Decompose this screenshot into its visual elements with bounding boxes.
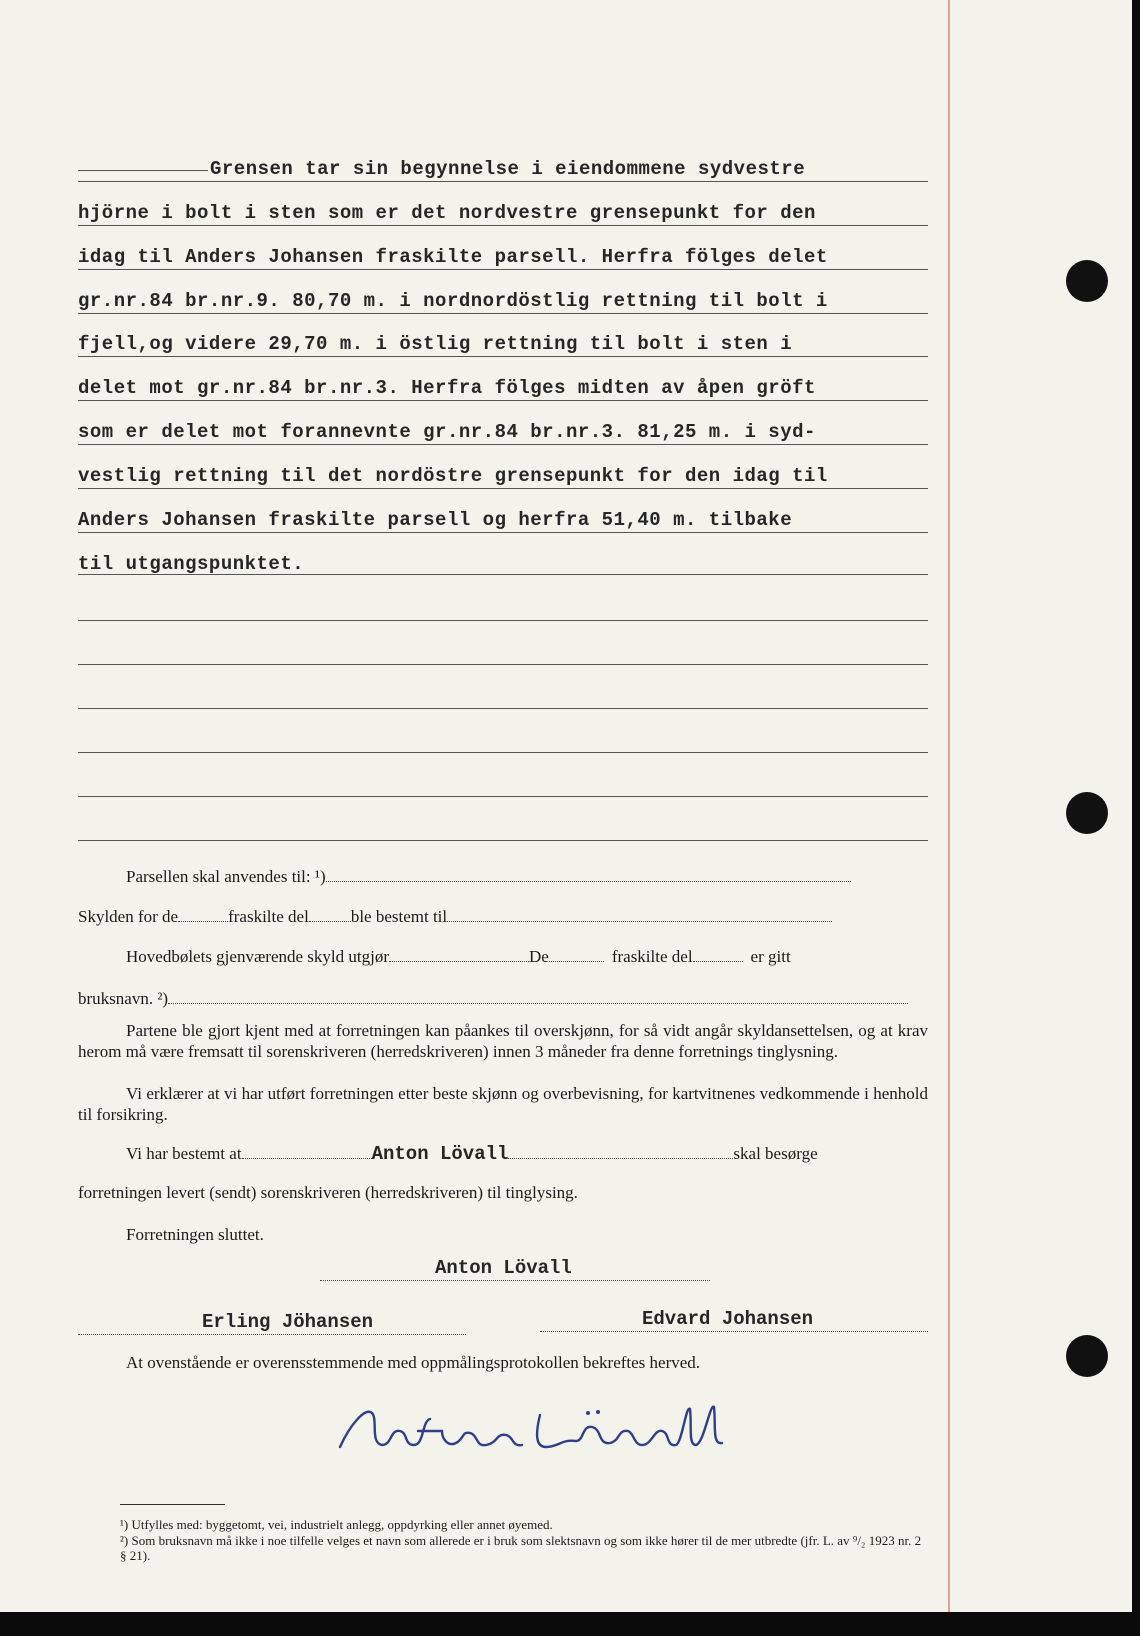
bruksnavn-line: bruksnavn. ²) xyxy=(78,989,928,1009)
bekreftes-line: At ovenstående er overensstemmende med oppmålingsprotokollen bekreftes herved. xyxy=(126,1353,701,1372)
signature-right: Edvard Johansen xyxy=(642,1308,814,1330)
typed-line: Anders Johansen fraskilte parsell og herfra 51,40 m. tilbake xyxy=(78,509,793,531)
footnote-2: ²) Som bruksnavn må ikke i noe tilfelle velges et navn som allerede er i bruk som slektsnavn og som ikke hører til de mer utbredte (jfr. L. av ⁹/₂ 1923 nr. 2 § 21). xyxy=(120,1533,922,1563)
signature-left: Erling Jöhansen xyxy=(202,1311,374,1333)
typed-line: idag til Anders Johansen fraskilte parsell. Herfra fölges delet xyxy=(78,246,828,268)
punch-hole-middle xyxy=(1066,792,1108,834)
vi-har-line: Vi har bestemt at Anton Lövall skal besørge xyxy=(126,1143,818,1165)
margin-line xyxy=(948,0,950,1612)
punch-hole-top xyxy=(1066,260,1108,302)
typed-line: Grensen tar sin begynnelse i eiendommene sydvestre xyxy=(210,158,806,180)
signature-main-line xyxy=(320,1280,710,1281)
typed-line: fjell,og videre 29,70 m. i östlig rettning til bolt i sten i xyxy=(78,333,793,355)
typed-line: til utgangspunktet. xyxy=(78,553,305,575)
footnote-rule xyxy=(120,1504,225,1505)
handwritten-signature xyxy=(330,1395,740,1465)
skylden-line: Skylden for de fraskilte del ble bestemt til xyxy=(78,907,928,927)
partene-paragraph: Partene ble gjort kjent med at forretningen kan påankes til overskjønn, for så vidt angår skyldansettelsen, og at krav herom må være fremsatt til sorenskriveren (herredskriveren) innen 3 måneder fra denne forretnings tinglysning. xyxy=(78,1021,928,1061)
vi-erklaerer-paragraph: Vi erklærer at vi har utført forretningen etter beste skjønn og overbevisning, for kartvitnenes vedkommende i henhold til forsikring. xyxy=(78,1084,928,1124)
punch-hole-bottom xyxy=(1066,1335,1108,1377)
typed-line: som er delet mot forannevnte gr.nr.84 br.nr.3. 81,25 m. i syd- xyxy=(78,421,816,443)
hovedbolet-line: Hovedbølets gjenværende skyld utgjør De fraskilte del er gitt xyxy=(126,947,791,966)
parsellen-line xyxy=(78,867,928,887)
levert-line: forretningen levert (sendt) sorenskriveren (herredskriveren) til tinglysing. xyxy=(78,1183,578,1202)
signature-left-line xyxy=(78,1334,466,1335)
sluttet-line: Forretningen sluttet. xyxy=(126,1225,264,1244)
signature-main: Anton Lövall xyxy=(435,1257,572,1279)
typed-line: vestlig rettning til det nordöstre grensepunkt for den idag til xyxy=(78,465,828,487)
signature-right-line xyxy=(540,1331,928,1332)
typed-line: hjörne i bolt i sten som er det nordvestre grensepunkt for den xyxy=(78,202,816,224)
typed-name: Anton Lövall xyxy=(371,1143,509,1165)
typed-line: gr.nr.84 br.nr.9. 80,70 m. i nordnordöstlig rettning til bolt i xyxy=(78,290,828,312)
parsellen-label: Parsellen skal anvendes til: ¹) xyxy=(126,867,326,886)
typed-line: delet mot gr.nr.84 br.nr.3. Herfra fölges midten av åpen gröft xyxy=(78,377,816,399)
footnote-1: ¹) Utfylles med: byggetomt, vei, industrielt anlegg, oppdyrking eller annet øyemed. xyxy=(120,1517,553,1532)
